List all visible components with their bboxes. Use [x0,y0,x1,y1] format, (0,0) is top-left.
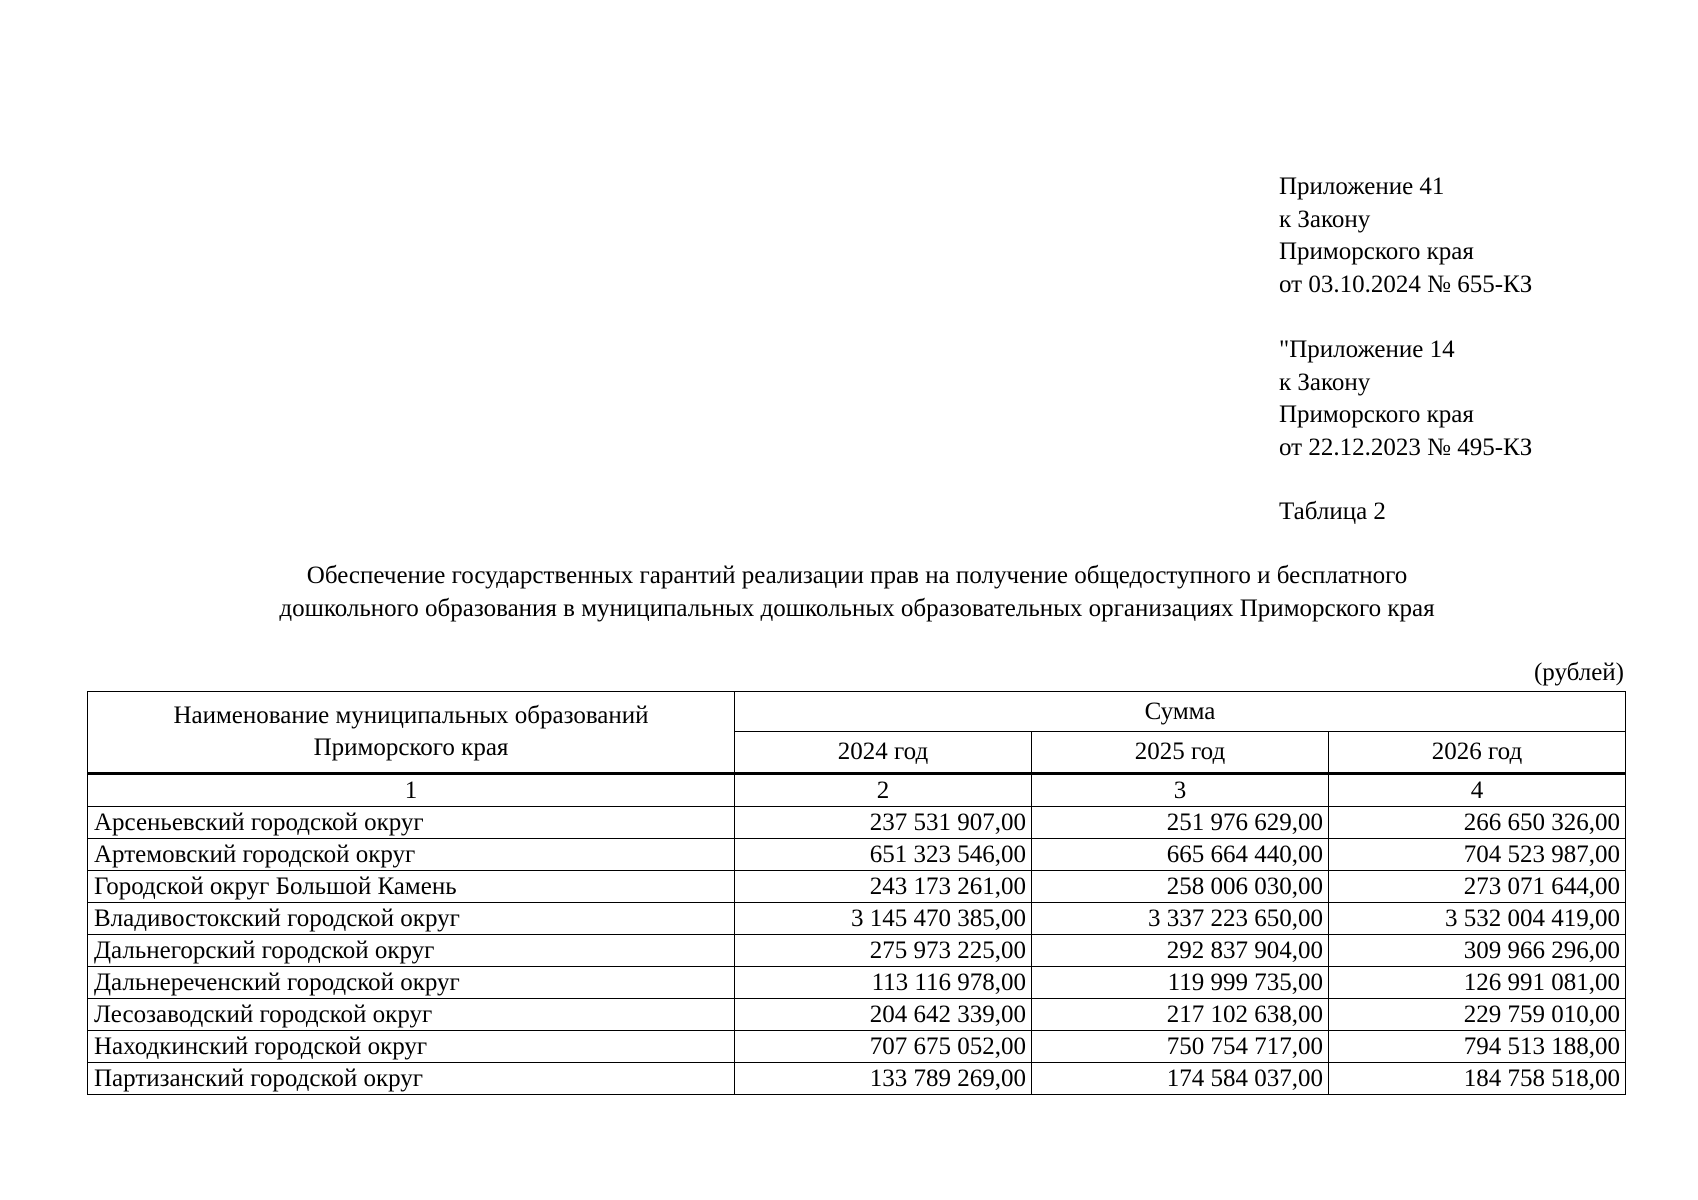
table-row [88,1031,1626,1063]
appendix-line: к Закону [1279,368,1371,396]
appendix-line: "Приложение 14 [1279,336,1455,363]
amount-2024: 707 675 052,00 [735,1031,1032,1063]
amount-2024: 113 116 978,00 [735,967,1032,999]
amount-2024: 133 789 269,00 [735,1063,1032,1095]
municipality-name: Арсеньевский городской округ [88,807,735,839]
column-number-row [88,774,1626,807]
column-number: 3 [1032,774,1329,807]
amount-2024: 3 145 470 385,00 [735,903,1032,935]
amount-2024: 651 323 546,00 [735,839,1032,871]
municipality-name: Дальнереченский городской округ [88,967,735,999]
table-row [88,807,1626,839]
table-row [88,903,1626,935]
amount-2024: 275 973 225,00 [735,935,1032,967]
document-title-line: Обеспечение государственных гарантий реализации прав на получение общедоступного и бесплатного [306,562,1408,589]
table-row [88,935,1626,967]
appendix-line: к Закону [1279,205,1371,233]
amount-2026: 794 513 188,00 [1329,1031,1626,1063]
amount-2025: 251 976 629,00 [1032,807,1329,839]
amount-2025: 119 999 735,00 [1032,967,1329,999]
table-row [88,839,1626,871]
table-row [88,967,1626,999]
appendix-line: Приморского края [1279,238,1474,265]
amount-2025: 258 006 030,00 [1032,871,1329,903]
table-label: Таблица 2 [1279,498,1386,525]
appendix-line: Приморского края [1279,401,1474,428]
year-header: 2025 год [1032,732,1329,774]
document-title-line: дошкольного образования в муниципальных дошкольных образовательных организациях Приморского края [279,594,1435,622]
municipality-column-header [88,692,735,774]
header-row [88,692,1626,732]
amount-2026: 266 650 326,00 [1329,807,1626,839]
municipality-name: Артемовский городской округ [88,839,735,871]
amount-2024: 243 173 261,00 [735,871,1032,903]
appendix-line: от 22.12.2023 № 495-КЗ [1279,433,1533,461]
amount-2026: 3 532 004 419,00 [1329,903,1626,935]
appendix-reference-current [1279,171,1532,301]
amount-2025: 174 584 037,00 [1032,1063,1329,1095]
year-header: 2026 год [1329,732,1626,774]
amount-2026: 309 966 296,00 [1329,935,1626,967]
amount-2026: 273 071 644,00 [1329,871,1626,903]
municipality-header-line: Приморского края [313,734,509,761]
table-row [88,871,1626,903]
municipality-name: Лесозаводский городской округ [88,999,735,1031]
municipality-name: Партизанский городской округ [88,1063,735,1095]
amount-2026: 126 991 081,00 [1329,967,1626,999]
amount-2026: 704 523 987,00 [1329,839,1626,871]
amount-2026: 184 758 518,00 [1329,1063,1626,1095]
municipality-name: Владивостокский городской округ [88,903,735,935]
municipality-header-line: Наименование муниципальных образований [173,702,649,729]
unit-note: (рублей) [1533,659,1624,686]
table-row [88,999,1626,1031]
municipality-name: Дальнегорский городской округ [88,935,735,967]
column-number: 4 [1329,774,1626,807]
amount-2026: 229 759 010,00 [1329,999,1626,1031]
amount-2025: 665 664 440,00 [1032,839,1329,871]
amount-2025: 292 837 904,00 [1032,935,1329,967]
appendix-line: Приложение 41 [1279,173,1445,200]
municipality-name: Городской округ Большой Камень [88,871,735,903]
funding-table [87,691,1626,1095]
year-header: 2024 год [735,732,1032,774]
appendix-reference-previous [1279,334,1532,464]
amount-2025: 217 102 638,00 [1032,999,1329,1031]
amount-2025: 3 337 223 650,00 [1032,903,1329,935]
municipality-name: Находкинский городской округ [88,1031,735,1063]
document-title [88,560,1626,625]
amount-2024: 237 531 907,00 [735,807,1032,839]
appendix-line: от 03.10.2024 № 655-КЗ [1279,270,1533,298]
column-number: 1 [88,774,735,807]
column-number: 2 [735,774,1032,807]
table-row [88,1063,1626,1095]
amount-2025: 750 754 717,00 [1032,1031,1329,1063]
amount-2024: 204 642 339,00 [735,999,1032,1031]
sum-column-header: Сумма [735,692,1626,732]
